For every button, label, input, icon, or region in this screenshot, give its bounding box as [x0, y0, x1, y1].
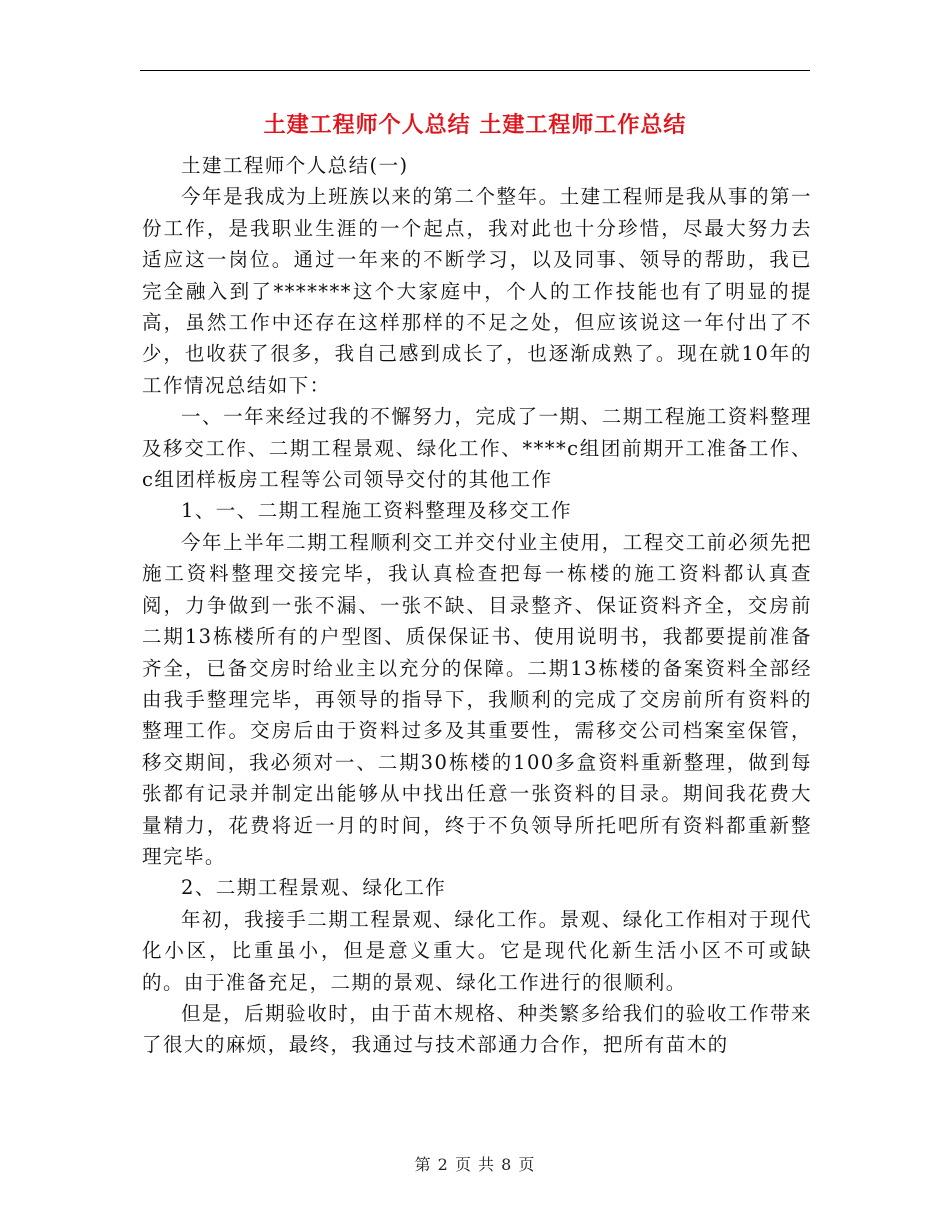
body-paragraph: 今年上半年二期工程顺利交工并交付业主使用，工程交工前必须先把施工资料整理交接完毕，我认真检查把每一栋楼的施工资料都认真查阅，力争做到一张不漏、一张不缺、目录整齐、保证资料齐全，交房前二期13栋楼所有的户型图、质保保证书、使用说明书，我都要提前准备齐全，已备交房时给业主以充分的保障。二期13栋楼的备案资料全部经由我手整理完毕，再领导的指导下，我顺利的完成了交房前所有资料的整理工作。交房后由于资料过多及其重要性，需移交公司档案室保管，移交期间，我必须对一、二期30栋楼的100多盒资料重新整理，做到每张都有记录并制定出能够从中找出任意一张资料的目录。期间我花费大量精力，花费将近一月的时间，终于不负领导所托吧所有资料都重新整理完毕。: [142, 530, 812, 868]
body-paragraph: 年初，我接手二期工程景观、绿化工作。景观、绿化工作相对于现代化小区，比重虽小，但是意义重大。它是现代化新生活小区不可或缺的。由于准备充足，二期的景观、绿化工作进行的很顺利。: [142, 907, 812, 994]
subsection-heading: 2、二期工程景观、绿化工作: [181, 876, 447, 900]
body-paragraph: 今年是我成为上班族以来的第二个整年。土建工程师是我从事的第一份工作，是我职业生涯的一个起点，我对此也十分珍惜，尽最大努力去适应这一岗位。通过一年来的不断学习，以及同事、领导的帮助，我已完全融入到了*******这个大家庭中，个人的工作技能也有了明显的提高，虽然工作中还存在这样那样的不足之处，但应该说这一年付出了不少，也收获了很多，我自己感到成长了，也逐渐成熟了。现在就10年的工作情况总结如下：: [142, 185, 812, 397]
body-paragraph: 一、一年来经过我的不懈努力，完成了一期、二期工程施工资料整理及移交工作、二期工程景观、绿化工作、****c组团前期开工准备工作、c组团样板房工程等公司领导交付的其他工作: [142, 405, 812, 492]
body-paragraph: 但是，后期验收时，由于苗木规格、种类繁多给我们的验收工作带来了很大的麻烦，最终，我通过与技术部通力合作，把所有苗木的: [142, 1001, 812, 1057]
page-number-footer: 第 2 页 共 8 页: [414, 1155, 536, 1174]
subsection-heading: 1、一、二期工程施工资料整理及移交工作: [181, 499, 572, 523]
header-rule: [140, 70, 810, 71]
document-body: [142, 150, 812, 1061]
document-title: 土建工程师个人总结 土建工程师工作总结: [263, 112, 687, 138]
section-heading: 土建工程师个人总结(一): [181, 154, 409, 177]
